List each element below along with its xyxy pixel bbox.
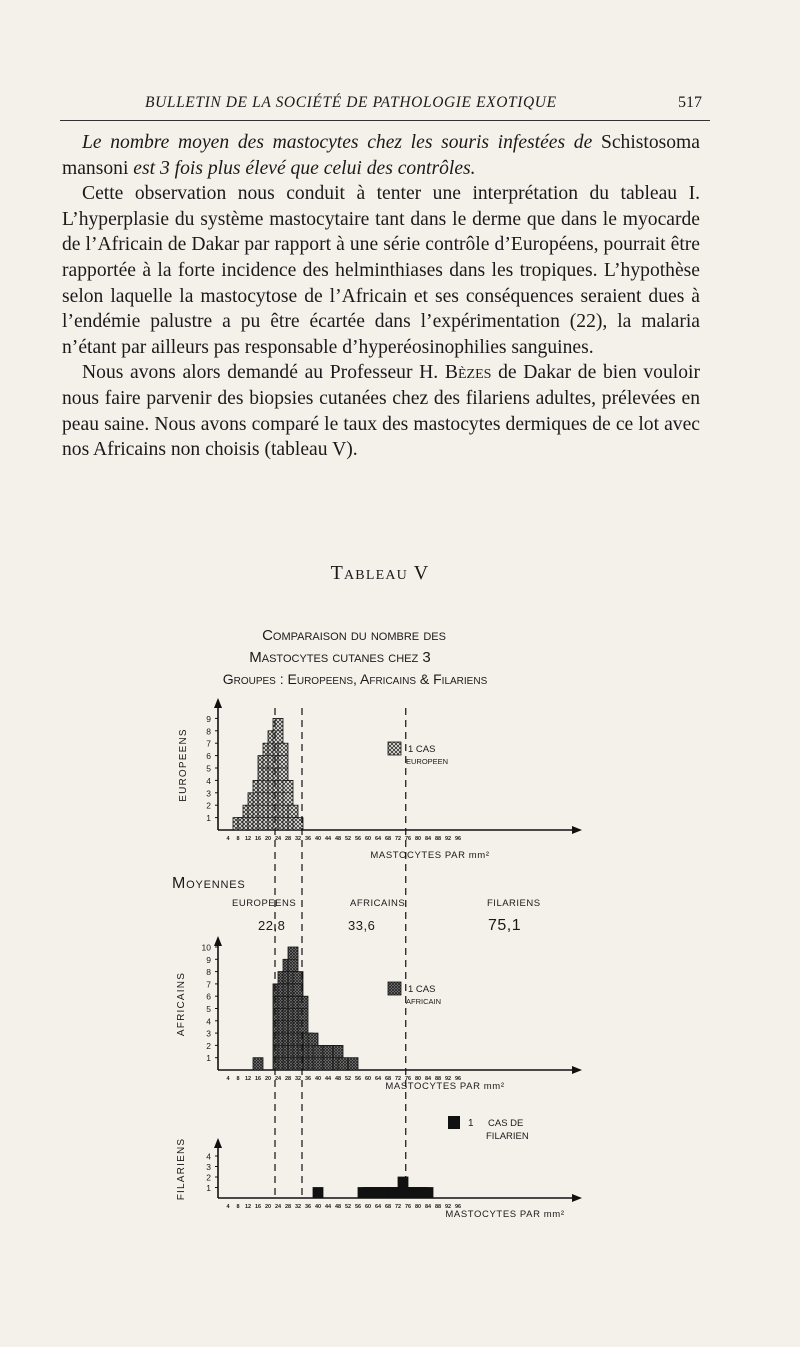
x-tick-label: 60 xyxy=(364,836,372,842)
legend-label: 1 CAS xyxy=(408,744,436,755)
legend-label: EUROPEEN xyxy=(406,757,449,766)
chart-title-line-3: Groupes : Europeens, Africains & Filariens xyxy=(222,671,488,687)
x-tick-label: 68 xyxy=(384,1204,392,1210)
y-axis-label: FILARIENS xyxy=(176,1137,187,1201)
paragraph-3-b: de Dakar de bien vouloir nous faire parvenir des biopsies cutanées chez des filariens adultes, prélevées en peau saine. Nous avons comparé le taux des mastocytes dermiques de ce lot avec nos Africains non choisis (tableau V). xyxy=(62,362,700,461)
y-tick-label: 8 xyxy=(206,726,211,737)
x-tick-label: 44 xyxy=(324,836,332,842)
x-tick-label: 84 xyxy=(424,836,432,842)
x-tick-label: 48 xyxy=(334,836,342,842)
y-axis-arrow xyxy=(214,1138,222,1148)
x-tick-label: 52 xyxy=(344,1204,352,1210)
y-tick-label: 4 xyxy=(206,775,211,786)
y-tick-label: 3 xyxy=(206,788,211,799)
x-tick-label: 24 xyxy=(274,836,282,842)
x-tick-label: 68 xyxy=(384,836,392,842)
histogram-bar xyxy=(348,1058,358,1070)
x-tick-label: 20 xyxy=(264,836,272,842)
x-tick-label: 80 xyxy=(414,1204,422,1210)
x-tick-label: 48 xyxy=(334,1076,342,1082)
moyennes-group xyxy=(172,708,541,1200)
x-tick-label: 16 xyxy=(254,1076,262,1082)
x-tick-label: 80 xyxy=(414,836,422,842)
panel-africains xyxy=(176,936,582,1092)
x-axis-arrow xyxy=(572,1066,582,1074)
x-tick-label: 52 xyxy=(344,1076,352,1082)
y-axis-label: AFRICAINS xyxy=(176,971,187,1037)
x-tick-label: 20 xyxy=(264,1204,272,1210)
y-tick-label: 10 xyxy=(201,942,211,953)
x-tick-label: 20 xyxy=(264,1076,272,1082)
x-tick-label: 32 xyxy=(294,1204,302,1210)
x-tick-label: 36 xyxy=(304,1076,312,1082)
x-tick-label: 64 xyxy=(374,1204,382,1210)
table-title: Tableau V xyxy=(330,562,430,584)
x-tick-label: 28 xyxy=(284,836,292,842)
y-tick-label: 5 xyxy=(206,1004,211,1014)
y-tick-label: 1 xyxy=(206,1183,211,1193)
x-tick-label: 8 xyxy=(236,1076,240,1082)
x-tick-label: 72 xyxy=(394,836,402,842)
x-tick-label: 40 xyxy=(314,1076,322,1082)
x-tick-label: 8 xyxy=(236,1204,240,1210)
x-tick-label: 92 xyxy=(444,836,452,842)
y-tick-label: 3 xyxy=(206,1028,211,1039)
paragraph-1-species: Schistosoma mansoni xyxy=(62,132,700,179)
x-axis-label: MASTOCYTES PAR mm² xyxy=(385,1081,505,1092)
x-tick-label: 80 xyxy=(414,1076,422,1082)
page-number: 517 xyxy=(678,94,702,111)
paragraph-3 xyxy=(62,360,700,462)
x-tick-label: 60 xyxy=(364,1076,372,1082)
x-axis-label: MASTOCYTES PAR mm² xyxy=(445,1209,565,1220)
y-tick-label: 3 xyxy=(206,1162,211,1172)
panel-filariens xyxy=(176,1116,582,1220)
x-tick-label: 12 xyxy=(244,836,252,842)
x-tick-label: 52 xyxy=(344,836,352,842)
x-tick-label: 16 xyxy=(254,836,262,842)
x-tick-label: 60 xyxy=(364,1204,372,1210)
x-tick-label: 32 xyxy=(294,1076,302,1082)
legend-swatch xyxy=(388,742,401,755)
mean-value: 33,6 xyxy=(348,918,376,933)
x-tick-label: 4 xyxy=(226,1076,230,1082)
x-tick-label: 96 xyxy=(454,836,462,842)
mean-group-name: AFRICAINS xyxy=(350,898,406,909)
y-tick-label: 4 xyxy=(206,1016,211,1027)
body-text xyxy=(62,130,700,463)
paragraph-1-italic-a: Le nombre moyen des mastocytes chez les souris infestées de xyxy=(82,132,601,153)
y-tick-label: 2 xyxy=(206,1172,211,1183)
x-axis-arrow xyxy=(572,826,582,834)
y-tick-label: 2 xyxy=(206,1040,211,1051)
mean-group-name: FILARIENS xyxy=(487,898,541,909)
x-tick-label: 84 xyxy=(424,1204,432,1210)
x-tick-label: 96 xyxy=(454,1204,462,1210)
x-tick-label: 36 xyxy=(304,836,312,842)
x-tick-label: 76 xyxy=(404,1204,412,1210)
x-tick-label: 12 xyxy=(244,1076,252,1082)
x-tick-label: 4 xyxy=(226,836,230,842)
x-tick-label: 72 xyxy=(394,1204,402,1210)
x-tick-label: 96 xyxy=(454,1076,462,1082)
y-tick-label: 8 xyxy=(206,967,211,978)
x-tick-label: 64 xyxy=(374,836,382,842)
mean-group-name: EUROPEENS xyxy=(232,898,297,909)
y-tick-label: 7 xyxy=(206,738,211,749)
x-tick-label: 68 xyxy=(384,1076,392,1082)
x-tick-label: 40 xyxy=(314,836,322,842)
x-tick-label: 88 xyxy=(434,1204,442,1210)
x-tick-label: 36 xyxy=(304,1204,312,1210)
legend-swatch xyxy=(388,982,401,995)
x-tick-label: 92 xyxy=(444,1204,452,1210)
y-tick-label: 9 xyxy=(206,954,211,965)
x-axis-arrow xyxy=(572,1194,582,1202)
x-tick-label: 8 xyxy=(236,836,240,842)
panel-europeens xyxy=(178,698,582,861)
paragraph-1-italic-b: est 3 fois plus élevé que celui des contrôles. xyxy=(133,157,476,179)
x-tick-label: 40 xyxy=(314,1204,322,1210)
legend-swatch xyxy=(448,1116,460,1129)
x-tick-label: 28 xyxy=(284,1076,292,1082)
chart-title-line-2: Mastocytes cutanes chez 3 xyxy=(249,649,431,666)
x-tick-label: 92 xyxy=(444,1076,452,1082)
y-tick-label: 6 xyxy=(206,751,211,762)
x-tick-label: 32 xyxy=(294,836,302,842)
mean-value: 75,1 xyxy=(488,917,522,934)
legend-label: FILARIEN xyxy=(486,1131,529,1142)
y-tick-label: 2 xyxy=(206,800,211,811)
y-axis-label: EUROPEENS xyxy=(178,728,189,802)
moyennes-label: Moyennes xyxy=(172,875,246,892)
paragraph-3-a: Nous avons alors demandé au Professeur H. xyxy=(82,362,445,384)
x-tick-label: 72 xyxy=(394,1076,402,1082)
histogram-bar xyxy=(313,1188,323,1199)
x-tick-label: 12 xyxy=(244,1204,252,1210)
chart-title-line-1: Comparaison du nombre des xyxy=(262,627,446,644)
x-tick-label: 76 xyxy=(404,836,412,842)
histogram-figure xyxy=(0,600,800,1240)
legend-label: 1 CAS xyxy=(408,984,436,995)
y-axis-arrow xyxy=(214,698,222,708)
x-tick-label: 24 xyxy=(274,1204,282,1210)
x-tick-label: 28 xyxy=(284,1204,292,1210)
mean-value: 22,8 xyxy=(258,918,286,933)
y-tick-label: 7 xyxy=(206,979,211,990)
histogram-bar xyxy=(338,1058,348,1070)
legend-label: AFRICAIN xyxy=(406,997,442,1006)
chart-title xyxy=(223,627,488,687)
running-header xyxy=(60,92,710,121)
x-tick-label: 88 xyxy=(434,1076,442,1082)
x-tick-label: 44 xyxy=(324,1076,332,1082)
legend-label: 1 xyxy=(468,1118,474,1129)
histogram-bar xyxy=(423,1188,433,1199)
x-tick-label: 16 xyxy=(254,1204,262,1210)
x-tick-label: 64 xyxy=(374,1076,382,1082)
x-tick-label: 76 xyxy=(404,1076,412,1082)
y-tick-label: 1 xyxy=(206,1053,211,1064)
x-tick-label: 48 xyxy=(334,1204,342,1210)
x-tick-label: 44 xyxy=(324,1204,332,1210)
x-tick-label: 88 xyxy=(434,836,442,842)
legend-label: CAS DE xyxy=(488,1118,524,1129)
x-tick-label: 56 xyxy=(354,1076,362,1082)
running-title: BULLETIN DE LA SOCIÉTÉ DE PATHOLOGIE EXOTIQUE xyxy=(145,94,557,111)
x-tick-label: 24 xyxy=(274,1076,282,1082)
paragraph-1 xyxy=(62,130,700,181)
y-tick-label: 5 xyxy=(206,763,211,774)
y-tick-label: 4 xyxy=(206,1151,211,1162)
x-tick-label: 4 xyxy=(226,1204,230,1210)
x-tick-label: 56 xyxy=(354,1204,362,1210)
y-tick-label: 9 xyxy=(206,713,211,724)
y-axis-arrow xyxy=(214,936,222,946)
author-name: Bèzes xyxy=(444,362,492,384)
x-tick-label: 84 xyxy=(424,1076,432,1082)
x-tick-label: 56 xyxy=(354,836,362,842)
y-tick-label: 1 xyxy=(206,813,211,824)
histogram-bar xyxy=(253,1058,263,1070)
y-tick-label: 6 xyxy=(206,991,211,1002)
x-axis-label: MASTOCYTES PAR mm² xyxy=(370,850,490,861)
paragraph-2: Cette observation nous conduit à tenter une interprétation du tableau I. L’hyperplasie du système mastocytaire tant dans le derme que dans le myocarde de l’Africain de Dakar par rapport à une série contrôle d’Européens, pourrait être rapportée à la forte incidence des helminthiases dans les tropiques. L’hypothèse selon laquelle la mastocytose de l’Africain et ses conséquences seraient dues à l’endémie palustre a pu être écartée dans l’expérimentation (22), la malaria n’étant par ailleurs pas responsable d’hyperéosinophilies sanguines. xyxy=(62,183,700,358)
